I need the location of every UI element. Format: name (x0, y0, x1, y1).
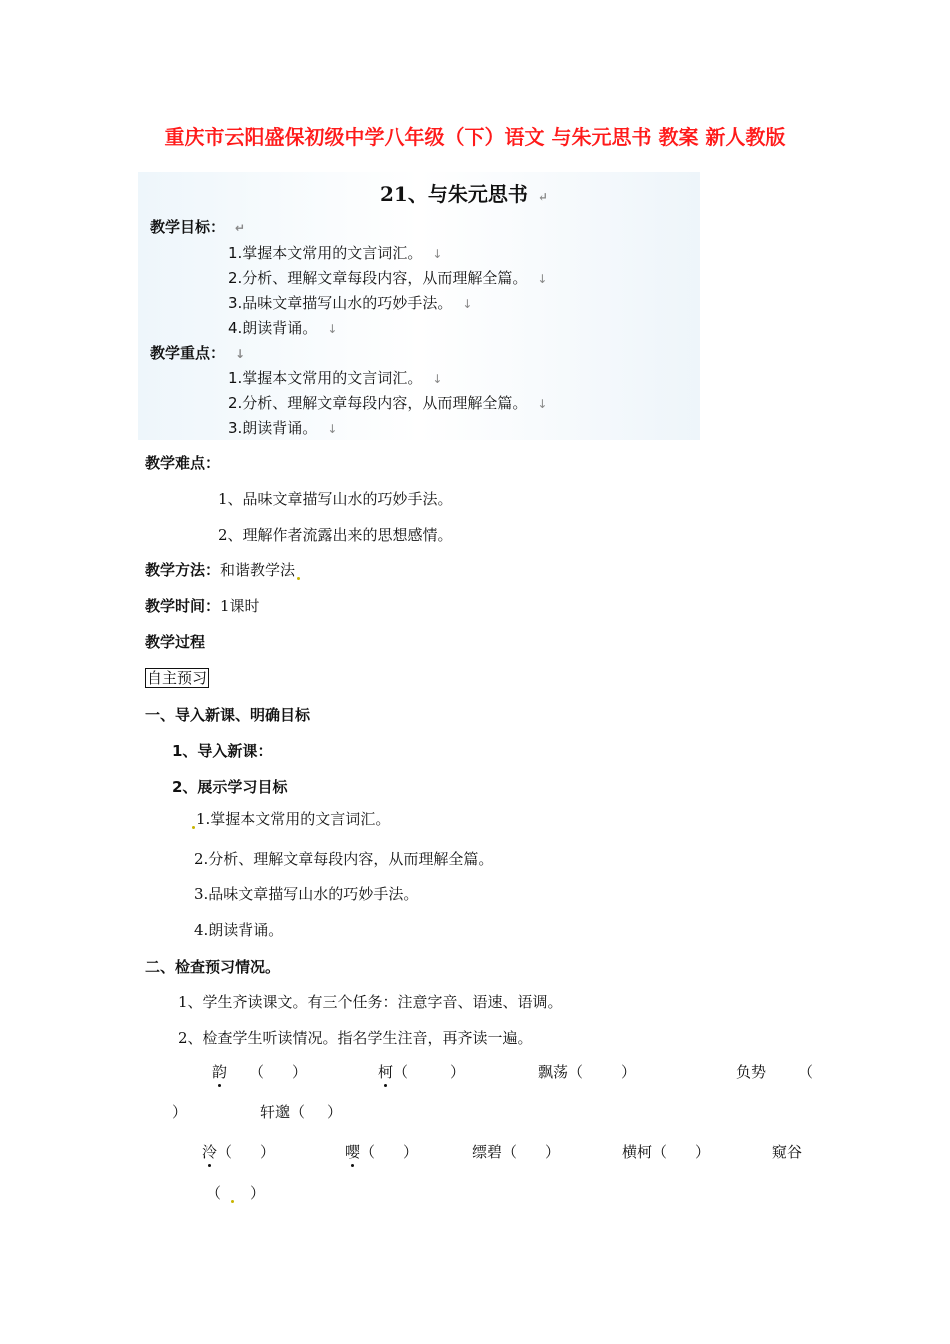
section1-goal: 4.朗读背诵。 (194, 921, 284, 939)
word-blank: 窥谷 (772, 1143, 803, 1161)
preview-box: 自主预习 (147, 669, 208, 687)
section1-goal: 2.分析、理解文章每段内容，从而理解全篇。 (194, 850, 494, 868)
word-blank: （ ） (206, 1184, 266, 1202)
goal-item: 4.朗读背诵。 ↓ (228, 319, 338, 337)
goal-item: 1.掌握本文常用的文言词汇。 ↓ (228, 244, 443, 262)
word-blank: 柯（ ） (378, 1063, 466, 1081)
focus-heading: 教学重点： ↓ (150, 344, 246, 362)
difficulty-item: 2、理解作者流露出来的思想感情。 (218, 526, 453, 544)
difficulty-heading: 教学难点： (145, 454, 221, 472)
time-label: 教学时间： (145, 597, 221, 615)
focus-item: 2.分析、理解文章每段内容，从而理解全篇。 ↓ (228, 394, 548, 412)
goal-item: 3.品味文章描写山水的巧妙手法。 ↓ (228, 294, 473, 312)
section2-item: 2、检查学生听读情况。指名学生注音，再齐读一遍。 (178, 1029, 533, 1047)
goals-heading: 教学目标： ↵ (150, 218, 246, 236)
word-blank: 嘤（ ） (345, 1143, 419, 1161)
focus-item: 3.朗读背诵。 ↓ (228, 419, 338, 437)
word-blank: 缥碧（ ） (472, 1143, 561, 1161)
method-line (145, 559, 300, 580)
section1-sub1: 1、导入新课： (172, 742, 273, 760)
goal-item: 2.分析、理解文章每段内容，从而理解全篇。 ↓ (228, 269, 548, 287)
word-blank: 韵 （ ） (212, 1063, 308, 1081)
word-blank: 轩邈（ ） (260, 1103, 343, 1121)
paren-close: ） (172, 1103, 188, 1121)
section2-item: 1、学生齐读课文。有三个任务：注意字音、语速、语调。 (178, 993, 563, 1011)
word-blank: 负势 （ (736, 1063, 814, 1081)
lesson-title: 21、与朱元思书 ↵ (380, 182, 548, 206)
method-value: 和谐教学法 (220, 561, 296, 579)
word-blank: 飘荡（ ） (538, 1063, 637, 1081)
document-title: 重庆市云阳盛保初级中学八年级（下）语文 与朱元思书 教案 新人教版 (164, 125, 786, 149)
section1-goal: 3.品味文章描写山水的巧妙手法。 (194, 885, 419, 903)
section1-goal: 1.掌握本文常用的文言词汇。 (192, 808, 390, 829)
word-blank: 横柯（ ） (622, 1143, 711, 1161)
section1-sub2: 2、展示学习目标 (172, 778, 288, 796)
time-value: 1课时 (220, 597, 260, 615)
process-heading: 教学过程 (145, 633, 206, 651)
difficulty-item: 1、品味文章描写山水的巧妙手法。 (218, 490, 453, 508)
focus-item: 1.掌握本文常用的文言词汇。 ↓ (228, 369, 443, 387)
section2-title: 二、检查预习情况。 (145, 958, 281, 976)
section1-title: 一、导入新课、明确目标 (145, 706, 311, 724)
time-line (145, 595, 260, 616)
method-label: 教学方法： (145, 561, 221, 579)
word-blank: 泠（ ） (202, 1143, 276, 1161)
